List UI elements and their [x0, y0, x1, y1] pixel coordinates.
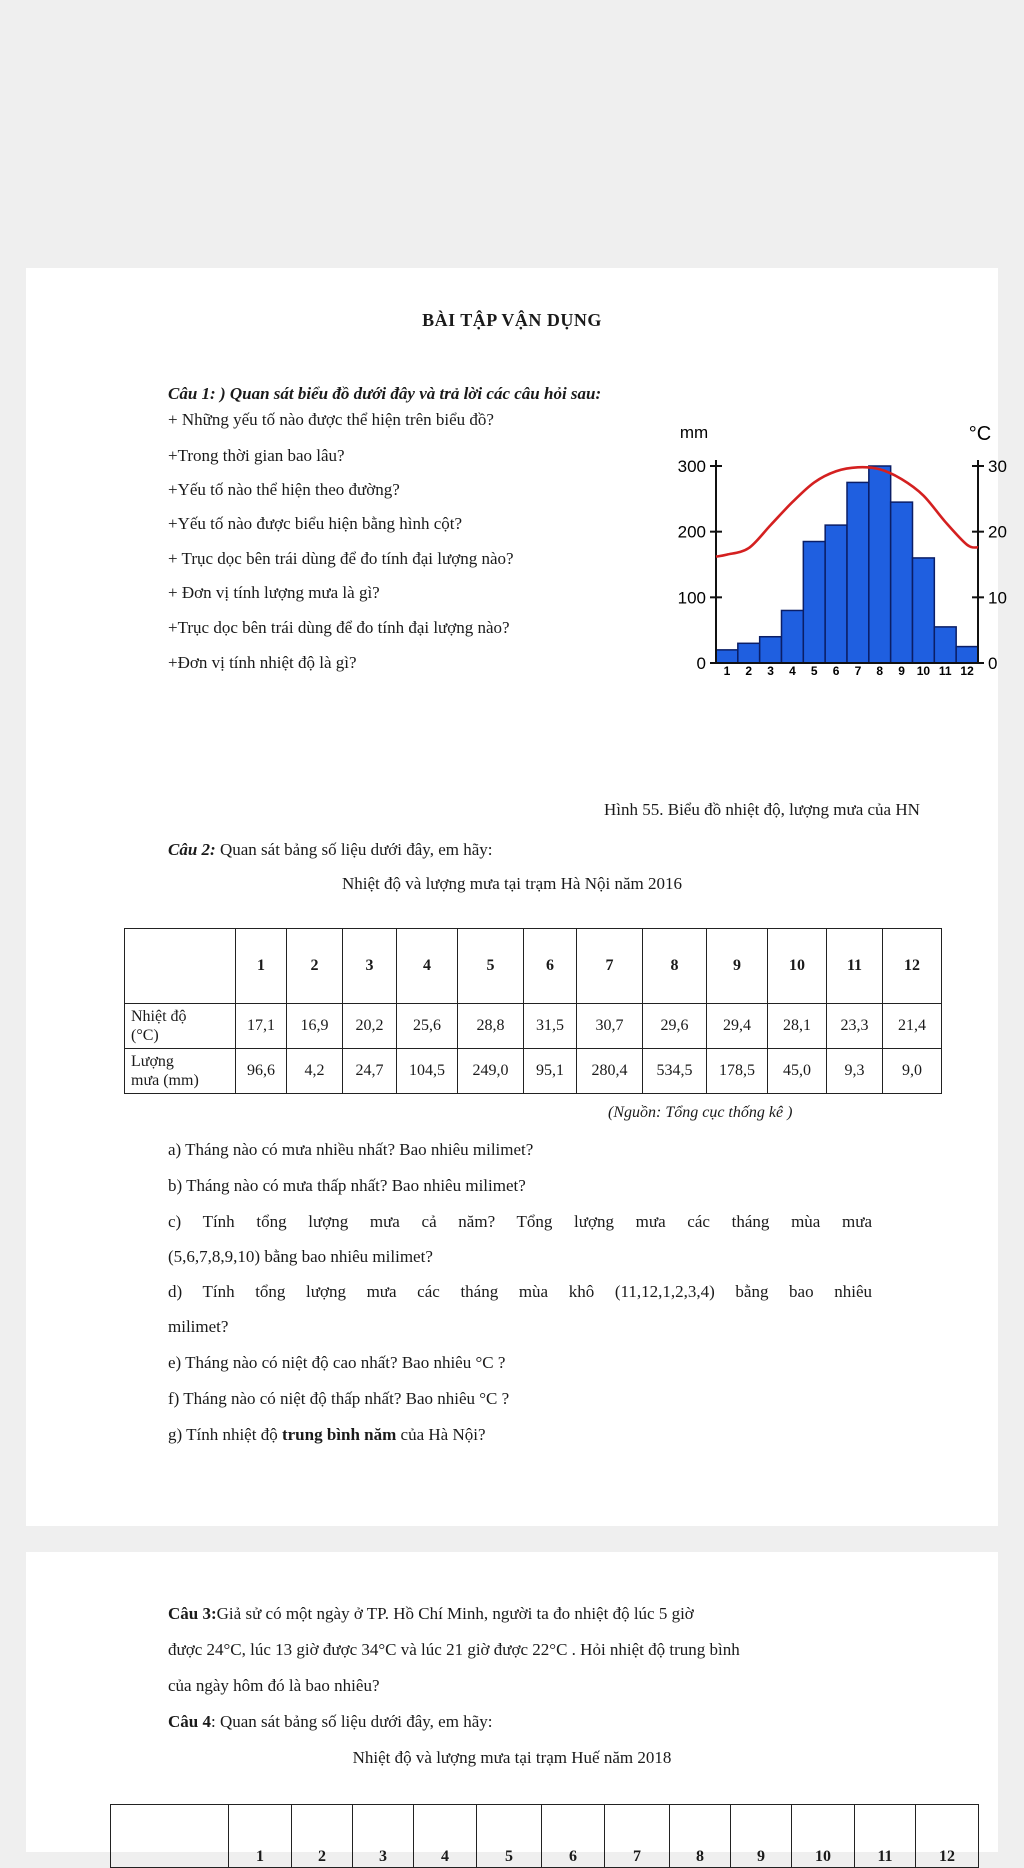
month-label: 9: [898, 664, 905, 678]
temperature-cell: 29,4: [707, 1004, 768, 1049]
temperature-cell: 28,1: [768, 1004, 827, 1049]
question-a: a) Tháng nào có mưa nhiều nhất? Bao nhiêu milimet?: [168, 1140, 534, 1159]
rainfall-unit: mưa (mm): [131, 1072, 199, 1089]
rainfall-row: [125, 1049, 942, 1094]
question-2-text: Quan sát bảng số liệu dưới đây, em hãy:: [215, 840, 493, 859]
temperature-cell: 25,6: [397, 1004, 458, 1049]
question-g-post: của Hà Nội?: [396, 1425, 486, 1444]
question-1-heading: Câu 1: ) Quan sát biểu đồ dưới đây và trả lời các câu hỏi sau:: [168, 384, 602, 403]
hue-month-header-cell: 3: [353, 1805, 414, 1868]
hue-month-header-cell: 7: [605, 1805, 670, 1868]
temperature-cell: 29,6: [643, 1004, 707, 1049]
rainfall-cell: 95,1: [524, 1049, 577, 1094]
question-3-line3: của ngày hôm đó là bao nhiêu?: [168, 1676, 380, 1695]
question-3-line1: [168, 1604, 694, 1624]
rainfall-bar: [760, 637, 782, 663]
hue-month-header-cell: 8: [670, 1805, 731, 1868]
rainfall-bar: [803, 542, 825, 663]
table2-title: Nhiệt độ và lượng mưa tại trạm Huế năm 2018: [352, 1748, 672, 1767]
hue-month-header-cell: 6: [542, 1805, 605, 1868]
rainfall-cell: 9,0: [883, 1049, 942, 1094]
question-1-item: +Đơn vị tính nhiệt độ là gì?: [168, 653, 357, 672]
rainfall-cell: 45,0: [768, 1049, 827, 1094]
month-header-cell: 3: [343, 929, 397, 1004]
question-b: b) Tháng nào có mưa thấp nhất? Bao nhiêu milimet?: [168, 1176, 526, 1195]
rainfall-cell: 24,7: [343, 1049, 397, 1094]
hue-corner-cell: [111, 1805, 229, 1868]
rainfall-bar: [934, 627, 956, 663]
question-3-text1: Giả sử có một ngày ở TP. Hồ Chí Minh, người ta đo nhiệt độ lúc 5 giờ: [216, 1604, 694, 1623]
temperature-cell: 20,2: [343, 1004, 397, 1049]
month-label: 1: [723, 664, 731, 678]
month-label: 4: [789, 664, 796, 678]
question-4-label: Câu 4: [168, 1712, 211, 1731]
question-1-item: +Yếu tố nào thể hiện theo đường?: [168, 480, 400, 499]
temperature-cell: 31,5: [524, 1004, 577, 1049]
rainfall-bar: [825, 525, 847, 663]
hue-month-header-cell: 12: [916, 1805, 979, 1868]
month-label: 10: [916, 664, 931, 678]
hue-month-header-row: [111, 1805, 979, 1868]
question-f: f) Tháng nào có niệt độ thấp nhất? Bao nhiêu °C ?: [168, 1389, 510, 1408]
question-g: [168, 1425, 486, 1445]
temperature-rainfall-chart: [626, 410, 1007, 748]
rainfall-cell: 104,5: [397, 1049, 458, 1094]
temperature-cell: 16,9: [287, 1004, 343, 1049]
month-header-cell: 1: [236, 929, 287, 1004]
right-axis-unit: °C: [968, 423, 992, 445]
temperature-cell: 28,8: [458, 1004, 524, 1049]
rainfall-bar: [869, 466, 891, 663]
figure-caption: Hình 55. Biểu đồ nhiệt độ, lượng mưa của HN: [604, 800, 920, 819]
rainfall-label: Lượng: [131, 1053, 174, 1070]
month-header-cell: 4: [397, 929, 458, 1004]
right-tick-label: 20: [988, 522, 1007, 542]
hue-month-header-cell: 11: [855, 1805, 916, 1868]
question-4-intro: [168, 1712, 492, 1732]
table-title: Nhiệt độ và lượng mưa tại trạm Hà Nội năm 2016: [342, 874, 682, 893]
temperature-cell: 17,1: [236, 1004, 287, 1049]
month-header-row: [125, 929, 942, 1004]
question-e: e) Tháng nào có niệt độ cao nhất? Bao nhiêu °C ?: [168, 1353, 506, 1372]
right-tick-label: 0: [988, 654, 998, 673]
left-axis-unit: mm: [679, 423, 709, 442]
question-4-text: : Quan sát bảng số liệu dưới đây, em hãy:: [210, 1712, 493, 1731]
month-label: 6: [832, 664, 840, 678]
question-1-item: + Đơn vị tính lượng mưa là gì?: [168, 583, 380, 602]
question-1-item: +Trục dọc bên trái dùng để đo tính đại lượng nào?: [168, 618, 510, 637]
hue-month-header-cell: 9: [731, 1805, 792, 1868]
month-label: 12: [960, 664, 974, 678]
temperature-label: Nhiệt độ: [131, 1008, 187, 1025]
rainfall-cell: 249,0: [458, 1049, 524, 1094]
rainfall-cell: 178,5: [707, 1049, 768, 1094]
worksheet-page-2: [26, 1552, 998, 1865]
left-tick-label: 100: [677, 588, 706, 608]
month-header-cell: 2: [287, 929, 343, 1004]
question-d-line1: d) Tính tổng lượng mưa các tháng mùa khô (11,12,1,2,3,4) bằng bao nhiêu: [168, 1282, 872, 1301]
question-g-bold: trung bình năm: [281, 1425, 397, 1444]
temperature-cell: 23,3: [827, 1004, 883, 1049]
month-label: 11: [938, 664, 952, 678]
temperature-cell: 30,7: [577, 1004, 643, 1049]
hue-month-header-cell: 4: [414, 1805, 477, 1868]
rainfall-cell: 96,6: [236, 1049, 287, 1094]
temperature-row: [125, 1004, 942, 1049]
rainfall-bar: [891, 502, 913, 663]
rainfall-cell: 280,4: [577, 1049, 643, 1094]
temperature-unit: (°C): [131, 1027, 159, 1044]
question-2-intro: [168, 840, 492, 860]
month-header-cell: 5: [458, 929, 524, 1004]
rainfall-bar: [956, 647, 978, 663]
month-label: 2: [745, 664, 753, 678]
left-tick-label: 300: [677, 457, 706, 476]
temperature-cell: 21,4: [883, 1004, 942, 1049]
month-label: 3: [767, 664, 774, 678]
table-source: (Nguồn: Tổng cục thống kê ): [608, 1104, 793, 1121]
month-header-cell: 9: [707, 929, 768, 1004]
month-header-cell: 6: [524, 929, 577, 1004]
month-header-cell: 8: [643, 929, 707, 1004]
rainfall-cell: 9,3: [827, 1049, 883, 1094]
hue-month-header-cell: 10: [792, 1805, 855, 1868]
question-2-label: Câu 2:: [168, 840, 216, 859]
left-tick-label: 0: [696, 654, 706, 673]
hanoi-data-table: [124, 928, 942, 1094]
question-d-line2: milimet?: [168, 1317, 229, 1336]
page-title: BÀI TẬP VẬN DỤNG: [422, 310, 602, 330]
rainfall-cell: 534,5: [643, 1049, 707, 1094]
question-3-line2: được 24°C, lúc 13 giờ được 34°C và lúc 21 giờ được 22°C . Hỏi nhiệt độ trung bình: [168, 1640, 740, 1659]
left-tick-label: 200: [677, 522, 706, 542]
hue-month-header-cell: 2: [292, 1805, 353, 1868]
month-label: 8: [876, 664, 884, 678]
month-header-cell: 10: [768, 929, 827, 1004]
question-1-item: + Trục dọc bên trái dùng để đo tính đại lượng nào?: [168, 549, 514, 568]
month-label: 5: [810, 664, 818, 678]
rainfall-bar: [716, 650, 738, 663]
question-3-label: Câu 3:: [168, 1604, 217, 1623]
right-tick-label: 10: [988, 588, 1007, 608]
rainfall-cell: 4,2: [287, 1049, 343, 1094]
worksheet-page-1: [26, 268, 1007, 1526]
month-header-cell: 7: [577, 929, 643, 1004]
corner-cell: [125, 929, 236, 1004]
month-label: 7: [854, 664, 862, 678]
question-g-pre: g) Tính nhiệt độ: [168, 1425, 282, 1444]
question-c-line2: (5,6,7,8,9,10) bằng bao nhiêu milimet?: [168, 1247, 433, 1266]
month-header-cell: 12: [883, 929, 942, 1004]
question-1-item: +Yếu tố nào được biểu hiện bằng hình cột?: [168, 514, 463, 533]
rainfall-bar: [738, 643, 760, 663]
rainfall-bar: [847, 482, 869, 663]
rainfall-bar: [913, 558, 935, 663]
temperature-row-header: [125, 1004, 236, 1049]
hue-data-table: [110, 1804, 979, 1868]
hue-month-header-cell: 5: [477, 1805, 542, 1868]
question-1-item: + Những yếu tố nào được thể hiện trên biểu đồ?: [168, 410, 494, 429]
month-header-cell: 11: [827, 929, 883, 1004]
rainfall-bar: [782, 610, 804, 663]
hue-month-header-cell: 1: [229, 1805, 292, 1868]
question-c-line1: c) Tính tổng lượng mưa cả năm? Tổng lượng mưa các tháng mùa mưa: [168, 1212, 872, 1231]
right-tick-label: 30: [988, 457, 1007, 476]
rainfall-row-header: [125, 1049, 236, 1094]
question-1-item: +Trong thời gian bao lâu?: [168, 446, 345, 465]
